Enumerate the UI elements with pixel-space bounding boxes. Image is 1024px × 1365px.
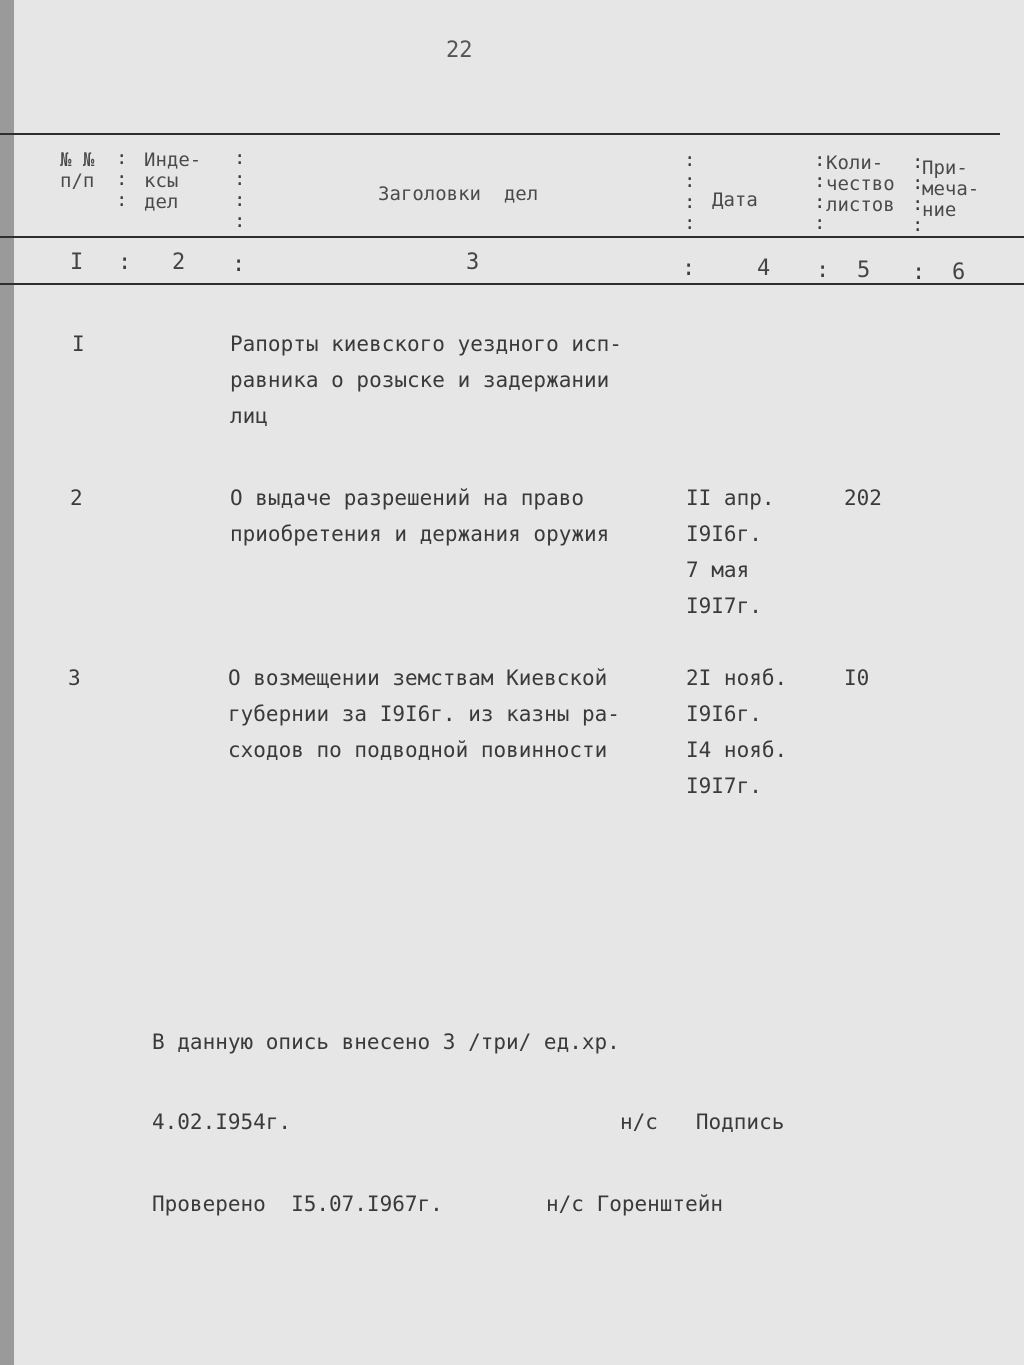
- column-separator: :: [232, 252, 246, 277]
- row-sheets: 202: [844, 486, 882, 510]
- row-number: 2: [70, 486, 83, 510]
- header-separator: : : : :: [684, 149, 696, 234]
- summary-line: В данную опись внесено 3 /три/ ед.хр.: [152, 1030, 620, 1054]
- column-separator: :: [118, 250, 132, 275]
- header-separator: : : : :: [814, 149, 826, 234]
- binding-edge: [0, 0, 14, 1365]
- column-number: I: [70, 250, 84, 275]
- column-number: 3: [466, 250, 480, 275]
- header-separator: : : : :: [234, 147, 246, 232]
- checked-signature: н/с Горенштейн: [546, 1192, 724, 1216]
- compiled-date: 4.02.I954г.: [152, 1110, 292, 1134]
- checked-line: Проверено I5.07.I967г.: [152, 1192, 443, 1216]
- header-separator: : : : :: [912, 151, 924, 236]
- row-number: 3: [68, 666, 81, 690]
- column-number-rule: [0, 283, 1024, 285]
- page-number: 22: [446, 38, 473, 63]
- header-date: Дата: [712, 189, 758, 211]
- row-title: О выдаче разрешений на право приобретения и держания оружия: [230, 486, 610, 546]
- header-index: Инде- ксы дел: [144, 149, 202, 213]
- column-number: 6: [952, 260, 966, 285]
- column-separator: :: [682, 256, 696, 281]
- row-sheets: I0: [844, 666, 870, 690]
- row-title: Рапорты киевского уездного исп- равника о розыске и задержании лиц: [230, 332, 622, 428]
- document-page: [14, 0, 1024, 1365]
- row-date: 2I нояб. I9I6г. I4 нояб. I9I7г.: [686, 666, 788, 798]
- column-separator: :: [816, 258, 830, 283]
- compiled-signature: н/с Подпись: [620, 1110, 785, 1134]
- row-date: II апр. I9I6г. 7 мая I9I7г.: [686, 486, 775, 618]
- column-number: 4: [757, 256, 771, 281]
- column-number: 2: [172, 250, 186, 275]
- header-sheets: Коли- чество листов: [826, 152, 895, 216]
- header-separator: : : :: [116, 147, 128, 211]
- column-number: 5: [857, 258, 871, 283]
- header-bottom-rule: [0, 236, 1024, 238]
- header-remarks: При- меча- ние: [922, 157, 980, 221]
- header-title: Заголовки дел: [378, 183, 539, 205]
- row-number: I: [72, 332, 85, 356]
- header-number: № № п/п: [60, 149, 95, 192]
- column-separator: :: [912, 260, 926, 285]
- row-title: О возмещении земствам Киевской губернии за I9I6г. из казны ра- сходов по подводной повинности: [228, 666, 620, 762]
- header-top-rule: [0, 133, 1000, 135]
